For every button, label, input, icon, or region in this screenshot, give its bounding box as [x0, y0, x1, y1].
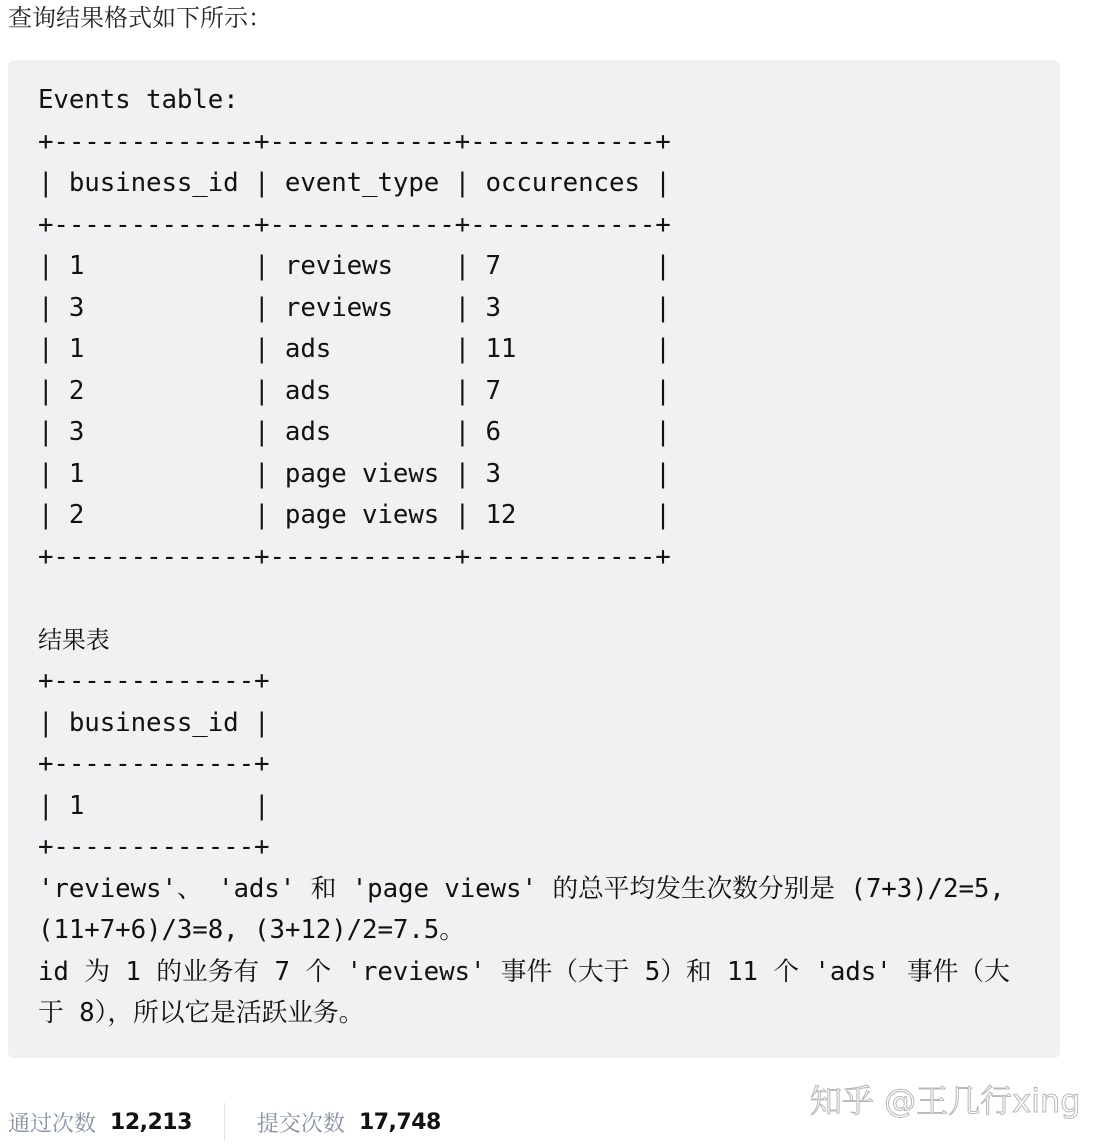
- submitted-value: 17,748: [358, 1109, 441, 1135]
- table-row: | 1 | reviews | 7 |: [38, 251, 671, 281]
- explanation-line: (11+7+6)/3=8, (3+12)/2=7.5。: [38, 915, 465, 945]
- result-table-title: 结果表: [38, 625, 110, 654]
- result-table-border-top: +-------------+: [38, 666, 270, 696]
- code-block: [8, 60, 1060, 1058]
- result-table-header: | business_id |: [38, 707, 270, 738]
- table-row: | 2 | page views | 12 |: [38, 500, 671, 530]
- explanation-line: 'reviews'、 'ads' 和 'page views' 的总平均发生次数分别是 (7+3)/2=5,: [38, 873, 1005, 904]
- submitted-label: 提交次数: [256, 1111, 345, 1137]
- stats-divider: [224, 1103, 225, 1141]
- blank-line: [38, 578, 1010, 620]
- code-content: [38, 80, 1010, 1035]
- accepted-label: 通过次数: [8, 1111, 97, 1137]
- events-table-border-mid: +-------------+------------+------------+: [38, 209, 671, 240]
- events-table-border-top: +-------------+------------+------------+: [38, 126, 671, 157]
- explanation-line: 于 8），所以它是活跃业务。: [38, 998, 365, 1028]
- table-row: | 1 | ads | 11 |: [38, 334, 671, 364]
- submission-stats: [8, 1100, 441, 1144]
- result-table-border-bottom: +-------------+: [38, 832, 270, 862]
- table-row: | 3 | reviews | 3 |: [38, 292, 671, 323]
- table-row: | 1 | page views | 3 |: [38, 458, 671, 489]
- explanation-line: id 为 1 的业务有 7 个 'reviews' 事件（大于 5）和 11 个 'ads' 事件（大: [38, 956, 1010, 987]
- events-table-border-bottom: +-------------+------------+------------+: [38, 541, 671, 572]
- result-table-border-mid: +-------------+: [38, 749, 270, 779]
- watermark: 知乎 @王几行xing: [810, 1082, 1081, 1120]
- events-table-title: Events table:: [38, 85, 239, 115]
- table-row: | 3 | ads | 6 |: [38, 417, 671, 447]
- events-table-header: | business_id | event_type | occurences |: [38, 168, 671, 198]
- table-row: | 2 | ads | 7 |: [38, 375, 671, 406]
- intro-text: 查询结果格式如下所示：: [8, 4, 272, 32]
- accepted-value: 12,213: [110, 1109, 192, 1135]
- table-row: | 1 |: [38, 790, 270, 821]
